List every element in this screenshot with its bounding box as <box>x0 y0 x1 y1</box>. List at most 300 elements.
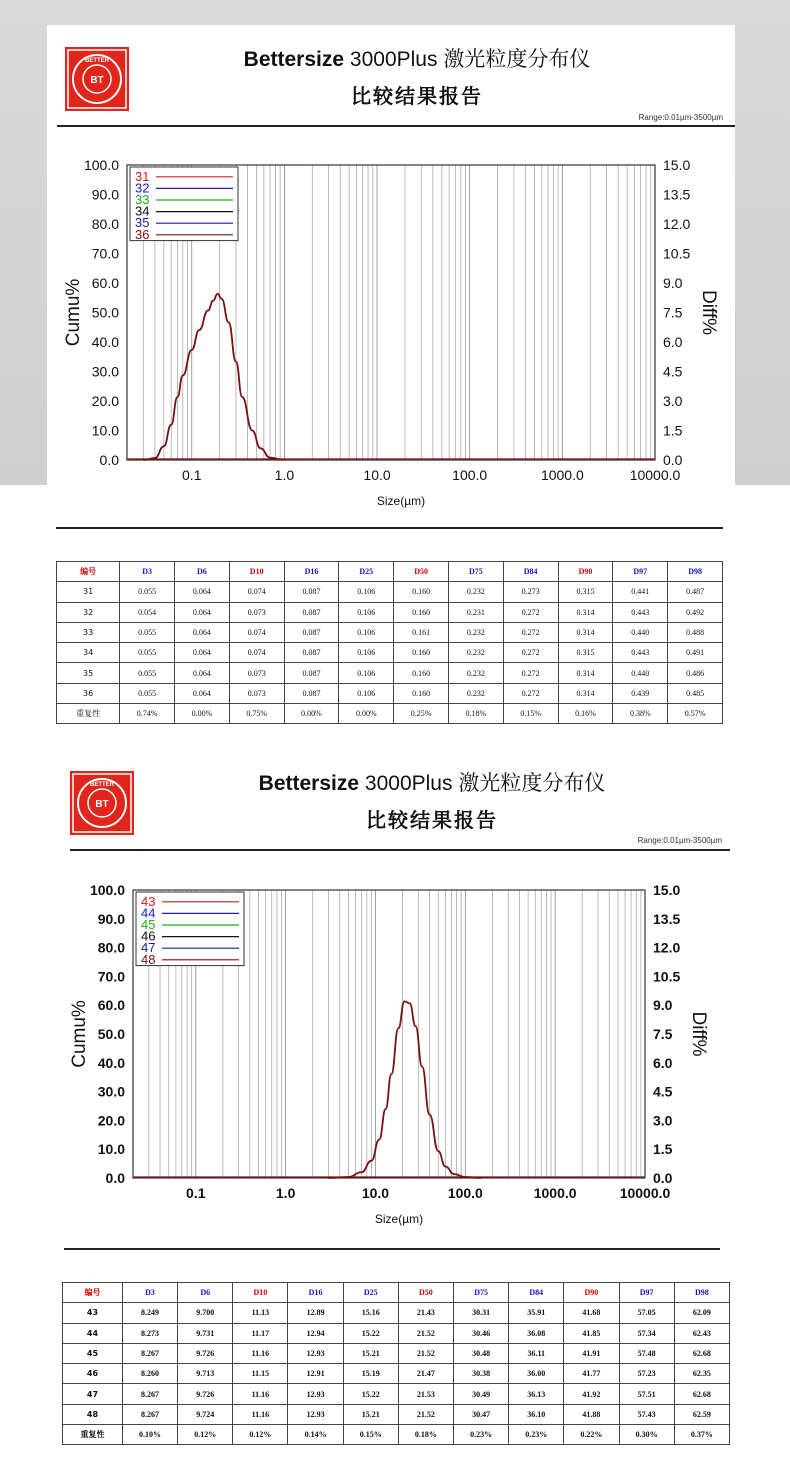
table-cell: 0.232 <box>448 643 503 663</box>
brand-name: Bettersize <box>243 48 345 71</box>
table-cell: 9.700 <box>178 1303 233 1323</box>
table-cell: 0.074 <box>229 643 284 663</box>
table-cell: 0.488 <box>668 622 723 642</box>
table-cell: 0.440 <box>613 622 668 642</box>
table-cell: 0.073 <box>229 663 284 683</box>
table-cell: 0.087 <box>284 622 339 642</box>
table-cell: 15.19 <box>343 1364 398 1384</box>
column-header: D25 <box>339 562 394 582</box>
y-left-tick-label: 90.0 <box>91 186 119 203</box>
y-left-tick-label: 60.0 <box>97 997 125 1014</box>
table-row <box>57 582 723 602</box>
table-cell: 0.064 <box>175 582 230 602</box>
table-cell: 0.16% <box>558 704 613 724</box>
x-tick-label: 0.1 <box>182 467 202 483</box>
table-cell: 57.43 <box>619 1404 674 1424</box>
svg-text:BETTER: BETTER <box>85 58 109 64</box>
table-cell: 11.13 <box>233 1303 288 1323</box>
x-tick-label: 1000.0 <box>533 1185 577 1201</box>
table-row <box>57 683 723 703</box>
y-right-tick-label: 10.5 <box>653 968 681 985</box>
x-tick-label: 0.1 <box>186 1185 206 1201</box>
table-cell: 0.064 <box>175 663 230 683</box>
table-cell: 0.073 <box>229 602 284 622</box>
column-header: 编号 <box>57 562 120 582</box>
table-cell: 46 <box>63 1364 123 1384</box>
table-cell: 0.22% <box>564 1425 619 1445</box>
table-cell: 0.00% <box>339 704 394 724</box>
table-cell: 0.441 <box>613 582 668 602</box>
table-cell: 0.106 <box>339 663 394 683</box>
table-cell: 0.055 <box>120 582 175 602</box>
bettersize-logo <box>65 47 129 111</box>
y-right-tick-label: 9.0 <box>663 275 683 291</box>
table-cell: 21.52 <box>398 1404 453 1424</box>
svg-text:BT: BT <box>90 75 104 86</box>
table-cell: 62.68 <box>674 1384 729 1404</box>
x-tick-label: 10.0 <box>361 1185 390 1201</box>
table-cell: 35 <box>57 663 120 683</box>
table-cell: 0.087 <box>284 663 339 683</box>
y-right-axis-label: Diff% <box>688 1011 709 1057</box>
table-cell: 57.51 <box>619 1384 674 1404</box>
table-cell: 0.272 <box>503 602 558 622</box>
table-cell: 41.88 <box>564 1404 619 1424</box>
table-cell: 0.064 <box>175 602 230 622</box>
table-cell: 0.055 <box>120 683 175 703</box>
table-cell: 15.21 <box>343 1404 398 1424</box>
bettersize-logo <box>70 771 134 835</box>
instrument-name: 激光粒度分布仪 <box>458 772 606 795</box>
column-header: D90 <box>558 562 613 582</box>
column-header: D50 <box>394 562 449 582</box>
y-left-tick-label: 40.0 <box>97 1054 125 1071</box>
y-left-tick-label: 80.0 <box>97 939 125 956</box>
y-left-tick-label: 30.0 <box>97 1083 125 1100</box>
svg-text:BETTER: BETTER <box>90 782 114 788</box>
table-cell: 0.315 <box>558 582 613 602</box>
y-right-tick-label: 9.0 <box>653 997 673 1014</box>
table-cell: 0.486 <box>668 663 723 683</box>
table-cell: 0.106 <box>339 622 394 642</box>
column-header: D97 <box>619 1283 674 1303</box>
table-cell: 30.31 <box>454 1303 509 1323</box>
table-cell: 15.22 <box>343 1384 398 1404</box>
table-cell: 36.00 <box>509 1364 564 1384</box>
table-cell: 0.314 <box>558 663 613 683</box>
table-cell: 0.232 <box>448 582 503 602</box>
table-cell: 62.09 <box>674 1303 729 1323</box>
range-label: Range:0.01µm-3500µm <box>637 836 722 845</box>
table-cell: 36.08 <box>509 1323 564 1343</box>
y-left-tick-label: 0.0 <box>99 452 119 468</box>
table-cell: 12.93 <box>288 1404 343 1424</box>
section-divider-1 <box>56 527 723 529</box>
y-right-tick-label: 10.5 <box>663 245 691 262</box>
table-cell: 0.439 <box>613 683 668 703</box>
table-cell: 0.160 <box>394 663 449 683</box>
table-cell: 21.47 <box>398 1364 453 1384</box>
table-cell: 8.249 <box>122 1303 177 1323</box>
diff-distribution-curve <box>329 1001 482 1178</box>
y-right-tick-label: 13.5 <box>653 910 681 927</box>
table-cell: 0.074 <box>229 622 284 642</box>
table-cell: 36.10 <box>509 1404 564 1424</box>
x-tick-label: 10000.0 <box>629 467 681 483</box>
x-tick-label: 10000.0 <box>619 1185 671 1201</box>
diff-distribution-curve <box>143 294 284 460</box>
table-cell: 0.232 <box>448 622 503 642</box>
table-cell: 36 <box>57 683 120 703</box>
table-cell: 0.443 <box>613 602 668 622</box>
legend-entry-label: 48 <box>141 951 156 967</box>
legend-entry-label: 33 <box>135 192 150 207</box>
table-cell: 57.05 <box>619 1303 674 1323</box>
legend-entry-label: 43 <box>141 893 156 909</box>
y-left-tick-label: 20.0 <box>97 1112 125 1129</box>
report-subtitle: 比较结果报告 <box>351 84 483 108</box>
psd-chart-2 <box>62 870 730 1240</box>
table-cell: 0.485 <box>668 683 723 703</box>
table-cell: 21.52 <box>398 1343 453 1363</box>
table-cell: 0.054 <box>120 602 175 622</box>
chart-legend <box>130 167 238 242</box>
section-divider-2 <box>64 1248 720 1250</box>
table-cell: 9.713 <box>178 1364 233 1384</box>
legend-entry-label: 35 <box>135 215 150 231</box>
y-left-tick-label: 20.0 <box>91 393 119 409</box>
table-cell: 43 <box>63 1303 123 1323</box>
y-right-tick-label: 7.5 <box>653 1026 673 1042</box>
x-tick-label: 10.0 <box>363 467 391 483</box>
table-cell: 0.160 <box>394 602 449 622</box>
y-left-tick-label: 30.0 <box>91 363 119 380</box>
x-tick-label: 100.0 <box>447 1185 483 1201</box>
y-right-tick-label: 7.5 <box>663 304 683 321</box>
table-cell: 0.23% <box>509 1425 564 1445</box>
column-header: D16 <box>288 1283 343 1303</box>
header-divider <box>70 849 730 851</box>
x-axis-label: Size(µm) <box>376 494 426 508</box>
table-cell: 0.087 <box>284 582 339 602</box>
column-header: D84 <box>503 562 558 582</box>
table-cell: 41.77 <box>564 1364 619 1384</box>
table-cell: 0.491 <box>668 643 723 663</box>
table-cell: 0.064 <box>175 622 230 642</box>
table-cell: 30.48 <box>454 1343 509 1363</box>
legend-entry-label: 47 <box>141 940 156 956</box>
table-cell: 0.064 <box>175 643 230 663</box>
table-cell: 11.16 <box>233 1343 288 1363</box>
y-right-tick-label: 15.0 <box>663 157 691 173</box>
table-cell: 30.38 <box>454 1364 509 1384</box>
table-cell: 0.74% <box>120 704 175 724</box>
table-header-row <box>57 562 723 582</box>
y-right-tick-label: 13.5 <box>663 186 691 203</box>
y-left-tick-label: 100.0 <box>89 882 125 898</box>
table-cell: 0.272 <box>503 683 558 703</box>
y-right-tick-label: 0.0 <box>663 452 683 468</box>
table-cell: 0.00% <box>284 704 339 724</box>
y-right-tick-label: 12.0 <box>663 216 691 232</box>
table-cell: 0.314 <box>558 622 613 642</box>
column-header: D10 <box>233 1283 288 1303</box>
table-cell: 11.16 <box>233 1404 288 1424</box>
column-header: D50 <box>398 1283 453 1303</box>
y-left-tick-label: 70.0 <box>91 245 119 262</box>
table-cell: 8.267 <box>122 1404 177 1424</box>
results-table-2 <box>62 1282 730 1445</box>
y-right-tick-label: 6.0 <box>663 334 683 350</box>
table-cell: 0.15% <box>503 704 558 724</box>
range-label: Range:0.01µm-3500µm <box>638 113 723 122</box>
table-cell: 12.93 <box>288 1343 343 1363</box>
table-row <box>57 704 723 724</box>
table-cell: 8.267 <box>122 1384 177 1404</box>
results-table-1 <box>56 561 723 724</box>
y-right-tick-label: 4.5 <box>663 363 683 380</box>
table-cell: 0.18% <box>398 1425 453 1445</box>
psd-chart-1 <box>47 150 735 525</box>
y-left-tick-label: 0.0 <box>105 1170 125 1186</box>
table-cell: 0.160 <box>394 582 449 602</box>
table-cell: 0.443 <box>613 643 668 663</box>
table-cell: 32 <box>57 602 120 622</box>
table-cell: 0.23% <box>454 1425 509 1445</box>
table-cell: 0.160 <box>394 683 449 703</box>
table-cell: 重复性 <box>57 704 120 724</box>
table-cell: 0.106 <box>339 643 394 663</box>
table-cell: 重复性 <box>63 1425 123 1445</box>
y-right-tick-label: 4.5 <box>653 1083 673 1100</box>
table-cell: 0.231 <box>448 602 503 622</box>
table-cell: 30.47 <box>454 1404 509 1424</box>
table-cell: 0.232 <box>448 663 503 683</box>
x-tick-label: 1.0 <box>275 1185 296 1201</box>
header-divider <box>57 125 735 127</box>
column-header: D84 <box>509 1283 564 1303</box>
table-cell: 0.087 <box>284 683 339 703</box>
table-cell: 11.15 <box>233 1364 288 1384</box>
table-cell: 0.12% <box>233 1425 288 1445</box>
table-header-row <box>63 1283 730 1303</box>
table-cell: 0.106 <box>339 683 394 703</box>
table-cell: 0.232 <box>448 683 503 703</box>
table-cell: 9.726 <box>178 1384 233 1404</box>
table-cell: 0.272 <box>503 663 558 683</box>
column-header: D10 <box>229 562 284 582</box>
y-left-tick-label: 10.0 <box>97 1141 125 1158</box>
model-name: 3000Plus <box>364 772 453 795</box>
table-cell: 15.21 <box>343 1343 398 1363</box>
column-header: D3 <box>122 1283 177 1303</box>
table-cell: 0.055 <box>120 643 175 663</box>
table-cell: 35.91 <box>509 1303 564 1323</box>
table-cell: 0.14% <box>288 1425 343 1445</box>
y-left-tick-label: 60.0 <box>91 275 119 291</box>
brand-name: Bettersize <box>258 772 360 795</box>
table-cell: 0.160 <box>394 643 449 663</box>
y-left-axis-label: Cumu% <box>63 278 84 347</box>
column-header: D6 <box>175 562 230 582</box>
table-cell: 21.43 <box>398 1303 453 1323</box>
column-header: D97 <box>613 562 668 582</box>
y-left-tick-label: 100.0 <box>83 157 119 173</box>
table-cell: 9.724 <box>178 1404 233 1424</box>
table-cell: 15.16 <box>343 1303 398 1323</box>
y-right-tick-label: 0.0 <box>653 1170 673 1186</box>
column-header: D75 <box>448 562 503 582</box>
column-header: D75 <box>454 1283 509 1303</box>
column-header: 编号 <box>63 1283 123 1303</box>
y-left-tick-label: 70.0 <box>97 968 125 985</box>
table-cell: 0.273 <box>503 582 558 602</box>
y-right-tick-label: 3.0 <box>653 1112 673 1129</box>
table-cell: 21.52 <box>398 1323 453 1343</box>
table-cell: 62.59 <box>674 1404 729 1424</box>
legend-entry-label: 44 <box>141 905 156 921</box>
table-row <box>57 622 723 642</box>
y-left-tick-label: 50.0 <box>97 1026 125 1042</box>
table-cell: 0.25% <box>394 704 449 724</box>
table-cell: 21.53 <box>398 1384 453 1404</box>
column-header: D98 <box>674 1283 729 1303</box>
table-row <box>63 1425 730 1445</box>
table-cell: 0.272 <box>503 643 558 663</box>
table-row <box>57 663 723 683</box>
y-left-tick-label: 90.0 <box>97 910 125 927</box>
column-header: D98 <box>668 562 723 582</box>
table-cell: 0.315 <box>558 643 613 663</box>
y-left-tick-label: 50.0 <box>91 304 119 321</box>
x-tick-label: 100.0 <box>452 467 488 483</box>
table-row <box>63 1323 730 1343</box>
table-cell: 30.49 <box>454 1384 509 1404</box>
table-cell: 0.12% <box>178 1425 233 1445</box>
legend-entry-label: 32 <box>135 180 150 196</box>
table-cell: 0.073 <box>229 683 284 703</box>
table-row <box>63 1303 730 1323</box>
table-cell: 9.726 <box>178 1343 233 1363</box>
y-right-tick-label: 1.5 <box>653 1141 673 1158</box>
table-row <box>57 602 723 622</box>
y-left-axis-label: Cumu% <box>69 1000 90 1068</box>
column-header: D90 <box>564 1283 619 1303</box>
table-cell: 31 <box>57 582 120 602</box>
svg-text:BT: BT <box>95 799 109 810</box>
table-cell: 0.10% <box>122 1425 177 1445</box>
x-axis-label: Size(µm) <box>374 1212 424 1226</box>
column-header: D25 <box>343 1283 398 1303</box>
table-cell: 0.75% <box>229 704 284 724</box>
table-row <box>63 1364 730 1384</box>
table-cell: 0.440 <box>613 663 668 683</box>
chart-legend <box>136 892 244 967</box>
table-cell: 8.267 <box>122 1343 177 1363</box>
table-cell: 36.11 <box>509 1343 564 1363</box>
table-cell: 57.23 <box>619 1364 674 1384</box>
table-cell: 62.43 <box>674 1323 729 1343</box>
table-cell: 0.37% <box>674 1425 729 1445</box>
x-tick-label: 1000.0 <box>540 467 584 483</box>
table-cell: 0.272 <box>503 622 558 642</box>
table-cell: 48 <box>63 1404 123 1424</box>
table-row <box>63 1384 730 1404</box>
table-cell: 47 <box>63 1384 123 1404</box>
table-cell: 0.087 <box>284 643 339 663</box>
table-cell: 15.22 <box>343 1323 398 1343</box>
legend-entry-label: 36 <box>135 226 150 242</box>
table-cell: 41.92 <box>564 1384 619 1404</box>
table-cell: 9.731 <box>178 1323 233 1343</box>
table-cell: 0.492 <box>668 602 723 622</box>
column-header: D16 <box>284 562 339 582</box>
legend-entry-label: 31 <box>135 168 150 184</box>
y-right-tick-label: 1.5 <box>663 422 683 439</box>
table-cell: 34 <box>57 643 120 663</box>
table-cell: 36.13 <box>509 1384 564 1404</box>
table-cell: 12.89 <box>288 1303 343 1323</box>
table-cell: 0.487 <box>668 582 723 602</box>
y-right-tick-label: 3.0 <box>663 393 683 409</box>
table-cell: 12.91 <box>288 1364 343 1384</box>
table-cell: 12.93 <box>288 1384 343 1404</box>
legend-entry-label: 45 <box>141 917 156 932</box>
table-cell: 0.314 <box>558 602 613 622</box>
legend-entry-label: 46 <box>141 928 156 944</box>
report-subtitle: 比较结果报告 <box>366 808 498 832</box>
report-title <box>152 767 712 797</box>
y-left-tick-label: 10.0 <box>91 422 119 439</box>
table-cell: 45 <box>63 1343 123 1363</box>
table-cell: 0.314 <box>558 683 613 703</box>
y-right-tick-label: 6.0 <box>653 1054 673 1071</box>
table-cell: 0.106 <box>339 602 394 622</box>
table-cell: 57.48 <box>619 1343 674 1363</box>
table-cell: 8.260 <box>122 1364 177 1384</box>
y-right-tick-label: 12.0 <box>653 939 681 956</box>
table-cell: 0.38% <box>613 704 668 724</box>
table-cell: 57.34 <box>619 1323 674 1343</box>
report-title <box>137 43 697 73</box>
table-cell: 41.91 <box>564 1343 619 1363</box>
table-cell: 44 <box>63 1323 123 1343</box>
table-cell: 33 <box>57 622 120 642</box>
table-cell: 41.68 <box>564 1303 619 1323</box>
table-cell: 0.15% <box>343 1425 398 1445</box>
instrument-name: 激光粒度分布仪 <box>443 48 591 71</box>
table-cell: 41.85 <box>564 1323 619 1343</box>
table-cell: 0.087 <box>284 602 339 622</box>
table-cell: 0.00% <box>175 704 230 724</box>
y-right-tick-label: 15.0 <box>653 882 681 898</box>
model-name: 3000Plus <box>349 48 438 71</box>
table-cell: 0.064 <box>175 683 230 703</box>
table-row <box>63 1404 730 1424</box>
table-cell: 12.94 <box>288 1323 343 1343</box>
table-cell: 0.161 <box>394 622 449 642</box>
table-cell: 0.074 <box>229 582 284 602</box>
column-header: D3 <box>120 562 175 582</box>
table-cell: 62.35 <box>674 1364 729 1384</box>
table-cell: 30.46 <box>454 1323 509 1343</box>
table-cell: 0.055 <box>120 622 175 642</box>
table-cell: 0.18% <box>448 704 503 724</box>
table-cell: 8.273 <box>122 1323 177 1343</box>
y-left-tick-label: 80.0 <box>91 216 119 232</box>
table-cell: 0.106 <box>339 582 394 602</box>
table-cell: 0.57% <box>668 704 723 724</box>
